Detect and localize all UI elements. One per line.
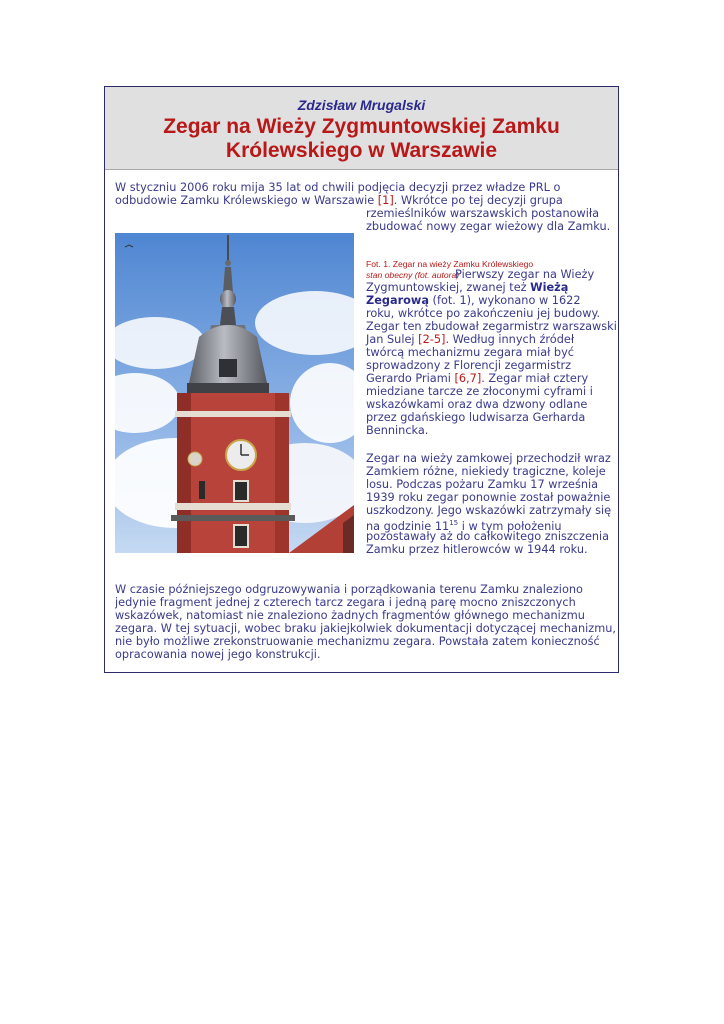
- para2-line-4: roku, wkrótce po zakończeniu jej budowy.: [366, 307, 601, 320]
- para2-line-3-text: (fot. 1), wykonano w 1622: [428, 294, 581, 307]
- intro-line-4: zbudować nowy zegar wieżowy dla Zamku.: [366, 220, 611, 233]
- para2-line-8: sprowadzony z Florencji zegarmistrz: [366, 359, 572, 372]
- para2-line-10: miedziane tarcze ze złoconymi cyframi i: [366, 385, 593, 398]
- bold-zegarowa: Zegarową: [366, 294, 429, 307]
- para4-line-6: opracowania nowej jego konstrukcji.: [115, 648, 321, 661]
- para3-line-7: pozostawały aż do całkowitego zniszczenia: [366, 530, 610, 543]
- para3-line-3: losu. Podczas pożaru Zamku 17 września: [366, 478, 599, 491]
- reference-link-2-5[interactable]: [2-5]: [418, 333, 446, 346]
- para3-line-5: uszkodzony. Jego wskazówki zatrzymały się: [366, 504, 612, 517]
- hour-superscript: 15: [449, 519, 459, 527]
- para4-line-3: wskazówek, natomiast nie znaleziono żadnych fragmentów głównego mechanizmu: [115, 609, 585, 622]
- para3-line-2: Zamkiem różne, niekiedy tragiczne, koleje: [366, 465, 606, 478]
- caption-line-1: Fot. 1. Zegar na wieży Zamku Królewskiego: [366, 259, 534, 269]
- para2-line-3: [366, 294, 581, 307]
- para3-line-1: Zegar na wieży zamkowej przechodził wraz: [366, 452, 611, 465]
- para2-line-9: [366, 372, 588, 385]
- para2-line-9-end: . Zegar miał cztery: [481, 372, 589, 385]
- para2-line-13: Bennincka.: [366, 424, 429, 437]
- para3-line-8: Zamku przez hitlerowców w 1944 roku.: [366, 543, 588, 556]
- para2-line-12: przez gdańskiego ludwisarza Gerharda: [366, 411, 586, 424]
- para3-line-6-text: na godzinie 11: [366, 519, 450, 533]
- para4-line-2: jedynie fragment jednej z czterech tarcz zegara i jedną parę mocno zniszczonych: [115, 596, 576, 609]
- title-line-1: Zegar na Wieży Zygmuntowskiej Zamku: [163, 115, 560, 138]
- article-title: [105, 115, 618, 163]
- intro-line-2-end: . Wkrótce po tej decyzji grupa: [393, 194, 563, 207]
- article-header: [105, 87, 618, 170]
- intro-line-3: rzemieślników warszawskich postanowiła: [366, 207, 600, 220]
- intro-line-2-text: odbudowie Zamku Królewskiego w Warszawie: [115, 194, 378, 207]
- bold-wieza: Wieżą: [530, 281, 569, 294]
- intro-line-2: [115, 194, 563, 207]
- para2-line-6-text: Jan Sulej: [366, 333, 419, 346]
- para4-line-4: zegara. W tej sytuacji, wobec braku jakiejkolwiek dokumentacji dotyczącej mechanizmu,: [115, 622, 616, 635]
- para2-line-11: wskazówkami oraz dwa dzwony odlane: [366, 398, 588, 411]
- para3-line-4: 1939 roku zegar ponownie został poważnie: [366, 491, 611, 504]
- caption-line-2-text: stan obecny (fot. autora): [366, 270, 460, 280]
- para2-line-1: Pierwszy zegar na Wieży: [455, 268, 595, 281]
- intro-line-1: W styczniu 2006 roku mija 35 lat od chwili podjęcia decyzji przez władze PRL o: [115, 181, 561, 194]
- reference-link-6-7[interactable]: [6,7]: [454, 372, 482, 385]
- para4-line-1: W czasie późniejszego odgruzowywania i porządkowania terenu Zamku znaleziono: [115, 583, 583, 596]
- para2-line-5: Zegar ten zbudował zegarmistrz warszawski: [366, 320, 617, 333]
- para2-line-7: twórcą mechanizmu zegara miał być: [366, 346, 574, 359]
- article-frame: [104, 86, 619, 673]
- clock-tower-photo: [115, 233, 354, 553]
- author-name: Zdzisław Mrugalski: [297, 97, 426, 113]
- para4-line-5: nie było możliwe zrekonstruowanie mechanizmu zegara. Powstała zatem konieczność: [115, 635, 600, 648]
- para2-line-6-end: . Według innych źródeł: [445, 333, 575, 346]
- reference-link-1[interactable]: [1]: [377, 194, 394, 207]
- para2-line-2-text: Zygmuntowskiej, zwanej też: [366, 281, 531, 294]
- para2-line-6: [366, 333, 574, 346]
- title-line-2: Królewskiego w Warszawie: [225, 139, 498, 162]
- para2-line-2: [366, 281, 568, 294]
- para2-line-9-text: Gerardo Priami: [366, 372, 455, 385]
- para3-line-6-end: i w tym położeniu: [458, 519, 562, 533]
